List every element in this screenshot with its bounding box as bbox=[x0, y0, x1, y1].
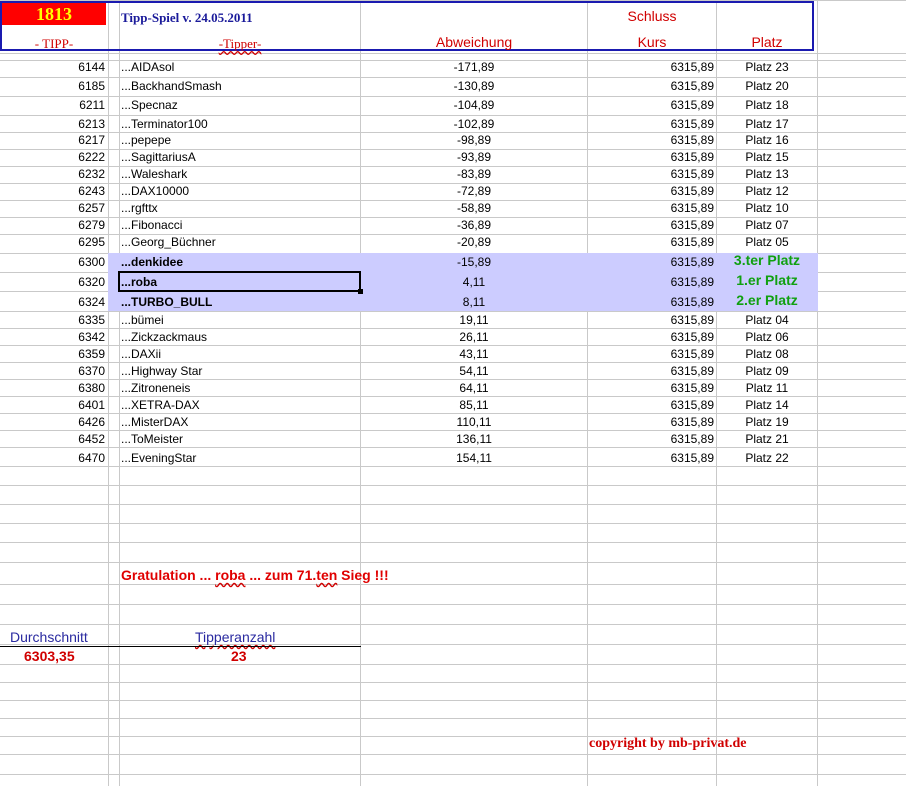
cell-kurs[interactable]: 6315,89 bbox=[670, 255, 714, 269]
cell-tipper[interactable]: ...TURBO_BULL bbox=[121, 295, 213, 309]
cell-tipp[interactable]: 6279 bbox=[78, 218, 105, 232]
cell-platz[interactable]: Platz 11 bbox=[745, 381, 789, 395]
cell-tipper[interactable]: ...Zitroneneis bbox=[121, 381, 191, 395]
cell-abweichung[interactable]: 19,11 bbox=[459, 313, 489, 327]
cell-tipper[interactable]: ...Terminator100 bbox=[121, 117, 208, 131]
summary-underline bbox=[0, 646, 361, 647]
cell-tipp[interactable]: 6380 bbox=[78, 381, 105, 395]
grid-row-line bbox=[0, 584, 906, 585]
cell-platz[interactable]: Platz 20 bbox=[745, 79, 789, 93]
cell-abweichung[interactable]: 4,11 bbox=[462, 275, 486, 289]
cell-tipp[interactable]: 6320 bbox=[78, 275, 105, 289]
cell-tipper[interactable]: ...rgfttx bbox=[121, 201, 158, 215]
cell-tipper[interactable]: ...AIDAsol bbox=[121, 60, 175, 74]
id-badge: 1813 bbox=[2, 3, 106, 25]
cell-tipper[interactable]: ...Highway Star bbox=[121, 364, 203, 378]
cell-kurs[interactable]: 6315,89 bbox=[670, 451, 714, 465]
cell-kurs[interactable]: 6315,89 bbox=[670, 184, 714, 198]
cell-tipper[interactable]: ...DAXii bbox=[121, 347, 162, 361]
sheet-title: Tipp-Spiel v. 24.05.2011 bbox=[121, 10, 253, 25]
active-cell-selection[interactable] bbox=[118, 271, 361, 292]
congratulation-text bbox=[121, 567, 389, 584]
cell-kurs[interactable]: 6315,89 bbox=[670, 398, 714, 412]
cell-tipp[interactable]: 6243 bbox=[78, 184, 105, 198]
cell-platz[interactable]: Platz 17 bbox=[745, 117, 789, 131]
grid-row-line bbox=[0, 542, 906, 543]
tipper-count-value: 23 bbox=[231, 648, 247, 664]
cell-abweichung[interactable]: 64,11 bbox=[459, 381, 489, 395]
cell-tipper[interactable]: ...roba bbox=[121, 275, 158, 289]
grid-row-line bbox=[0, 754, 906, 755]
grid-column-line bbox=[360, 0, 361, 786]
cell-tipper[interactable]: ...EveningStar bbox=[121, 451, 197, 465]
cell-platz[interactable]: Platz 18 bbox=[745, 98, 789, 112]
grid-row-line bbox=[0, 624, 906, 625]
cell-platz[interactable]: Platz 08 bbox=[745, 347, 789, 361]
cell-abweichung[interactable]: -83,89 bbox=[456, 167, 492, 181]
column-header-tipper bbox=[120, 35, 360, 52]
cell-abweichung[interactable]: 85,11 bbox=[459, 398, 489, 412]
average-label: Durchschnitt bbox=[10, 629, 88, 645]
grid-row-line bbox=[0, 485, 906, 486]
column-header-schluss: Schluss bbox=[627, 8, 677, 24]
cell-tipp[interactable]: 6222 bbox=[78, 150, 105, 164]
grid-row-line bbox=[0, 718, 906, 719]
grid-column-line bbox=[716, 0, 717, 786]
grid-column-line bbox=[108, 0, 109, 786]
cell-platz[interactable]: Platz 05 bbox=[745, 235, 789, 249]
column-header-tipp: - TIPP- bbox=[34, 36, 74, 51]
grid-row-line bbox=[0, 682, 906, 683]
grid-column-line bbox=[817, 0, 818, 786]
cell-tipp[interactable]: 6335 bbox=[78, 313, 105, 327]
cell-abweichung[interactable]: 26,11 bbox=[459, 330, 489, 344]
grid-row-line bbox=[0, 523, 906, 524]
cell-platz[interactable]: Platz 04 bbox=[745, 313, 789, 327]
cell-abweichung[interactable]: 43,11 bbox=[459, 347, 489, 361]
cell-kurs[interactable]: 6315,89 bbox=[670, 432, 714, 446]
cell-tipper[interactable]: ...BackhandSmash bbox=[121, 79, 222, 93]
cell-tipp[interactable]: 6470 bbox=[78, 451, 105, 465]
cell-platz[interactable]: Platz 16 bbox=[745, 133, 789, 147]
cell-tipp[interactable]: 6426 bbox=[78, 415, 105, 429]
cell-tipp[interactable]: 6401 bbox=[78, 398, 105, 412]
cell-kurs[interactable]: 6315,89 bbox=[670, 235, 714, 249]
cell-platz[interactable]: Platz 19 bbox=[745, 415, 789, 429]
grid-row-line bbox=[0, 736, 906, 737]
cell-abweichung[interactable]: -98,89 bbox=[456, 133, 492, 147]
cell-tipper[interactable]: ...Georg_Büchner bbox=[121, 235, 216, 249]
cell-tipp[interactable]: 6452 bbox=[78, 432, 105, 446]
cell-tipp[interactable]: 6324 bbox=[78, 295, 105, 309]
grid-row-line bbox=[0, 700, 906, 701]
cell-abweichung[interactable]: -171,89 bbox=[453, 60, 495, 74]
cell-abweichung[interactable]: -72,89 bbox=[456, 184, 492, 198]
cell-kurs[interactable]: 6315,89 bbox=[670, 218, 714, 232]
cell-abweichung[interactable]: -130,89 bbox=[453, 79, 495, 93]
cell-abweichung[interactable]: -15,89 bbox=[456, 255, 492, 269]
cell-abweichung[interactable]: 110,11 bbox=[456, 415, 492, 429]
cell-tipper[interactable]: ...XETRA-DAX bbox=[121, 398, 200, 412]
cell-kurs[interactable]: 6315,89 bbox=[670, 295, 714, 309]
cell-tipp[interactable]: 6359 bbox=[78, 347, 105, 361]
cell-tipper[interactable]: ...DAX10000 bbox=[121, 184, 190, 198]
cell-tipper[interactable]: ...SagittariusA bbox=[121, 150, 196, 164]
cell-tipp[interactable]: 6300 bbox=[78, 255, 105, 269]
cell-platz[interactable]: Platz 06 bbox=[745, 330, 789, 344]
cell-tipp[interactable]: 6185 bbox=[78, 79, 105, 93]
cell-platz[interactable]: Platz 09 bbox=[745, 364, 789, 378]
congrats-suffix: Sieg !!! bbox=[337, 567, 389, 583]
cell-tipper[interactable]: ...pepepe bbox=[121, 133, 172, 147]
cell-kurs[interactable]: 6315,89 bbox=[670, 313, 714, 327]
cell-tipp[interactable]: 6217 bbox=[78, 133, 105, 147]
tipper-count-label-text: Tipperanzahl bbox=[195, 629, 276, 645]
cell-kurs[interactable]: 6315,89 bbox=[670, 381, 714, 395]
column-header-kurs: Kurs bbox=[637, 34, 667, 50]
congrats-ordinal: ten bbox=[316, 567, 338, 583]
cell-abweichung[interactable]: -20,89 bbox=[456, 235, 492, 249]
cell-tipp[interactable]: 6144 bbox=[78, 60, 105, 74]
cell-abweichung[interactable]: 136,11 bbox=[456, 432, 492, 446]
congrats-middle: ... zum 71. bbox=[245, 567, 317, 583]
cell-abweichung[interactable]: 154,11 bbox=[456, 451, 492, 465]
cell-kurs[interactable]: 6315,89 bbox=[670, 364, 714, 378]
congrats-prefix: Gratulation ... bbox=[121, 567, 216, 583]
cell-kurs[interactable]: 6315,89 bbox=[670, 60, 714, 74]
cell-platz[interactable]: 2.er Platz bbox=[736, 292, 798, 308]
cell-abweichung[interactable]: -93,89 bbox=[456, 150, 492, 164]
cell-tipp[interactable]: 6370 bbox=[78, 364, 105, 378]
cell-tipp[interactable]: 6211 bbox=[79, 98, 105, 112]
cell-tipper[interactable]: ...Fibonacci bbox=[121, 218, 183, 232]
cell-platz[interactable]: Platz 21 bbox=[745, 432, 789, 446]
grid-row-line bbox=[0, 774, 906, 775]
cell-kurs[interactable]: 6315,89 bbox=[670, 347, 714, 361]
cell-abweichung[interactable]: 8,11 bbox=[462, 295, 486, 309]
cell-kurs[interactable]: 6315,89 bbox=[670, 275, 714, 289]
cell-platz[interactable]: Platz 07 bbox=[745, 218, 789, 232]
cell-tipper[interactable]: ...denkidee bbox=[121, 255, 184, 269]
cell-abweichung[interactable]: 54,11 bbox=[459, 364, 489, 378]
cell-tipp[interactable]: 6342 bbox=[78, 330, 105, 344]
cell-kurs[interactable]: 6315,89 bbox=[670, 150, 714, 164]
cell-kurs[interactable]: 6315,89 bbox=[670, 98, 714, 112]
cell-tipper[interactable]: ...ToMeister bbox=[121, 432, 184, 446]
cell-tipp[interactable]: 6213 bbox=[78, 117, 105, 131]
fill-handle[interactable] bbox=[358, 289, 363, 294]
tipper-header-text: -Tipper- bbox=[218, 36, 262, 51]
grid-row-line bbox=[0, 562, 906, 563]
column-header-platz: Platz bbox=[751, 34, 783, 50]
copyright-text: copyright by mb-privat.de bbox=[589, 736, 747, 751]
average-value: 6303,35 bbox=[24, 648, 75, 664]
cell-platz[interactable]: 1.er Platz bbox=[736, 272, 798, 288]
grid-row-line bbox=[0, 604, 906, 605]
cell-abweichung[interactable]: -104,89 bbox=[453, 98, 495, 112]
cell-platz[interactable]: Platz 10 bbox=[745, 201, 789, 215]
cell-tipp[interactable]: 6295 bbox=[78, 235, 105, 249]
cell-platz[interactable]: Platz 23 bbox=[745, 60, 789, 74]
cell-kurs[interactable]: 6315,89 bbox=[670, 117, 714, 131]
cell-platz[interactable]: Platz 13 bbox=[745, 167, 789, 181]
cell-abweichung[interactable]: -58,89 bbox=[456, 201, 492, 215]
cell-tipp[interactable]: 6257 bbox=[78, 201, 105, 215]
cell-platz[interactable]: Platz 15 bbox=[745, 150, 789, 164]
tipper-count-label bbox=[195, 629, 275, 646]
cell-abweichung[interactable]: -102,89 bbox=[453, 117, 495, 131]
column-header-abweichung: Abweichung bbox=[435, 34, 513, 50]
cell-kurs[interactable]: 6315,89 bbox=[670, 167, 714, 181]
cell-platz[interactable]: Platz 22 bbox=[745, 451, 789, 465]
cell-platz[interactable]: Platz 12 bbox=[745, 184, 789, 198]
cell-kurs[interactable]: 6315,89 bbox=[670, 330, 714, 344]
cell-tipp[interactable]: 6232 bbox=[78, 167, 105, 181]
cell-kurs[interactable]: 6315,89 bbox=[670, 415, 714, 429]
cell-platz[interactable]: 3.ter Platz bbox=[733, 252, 801, 268]
cell-kurs[interactable]: 6315,89 bbox=[670, 79, 714, 93]
cell-tipper[interactable]: ...MisterDAX bbox=[121, 415, 189, 429]
cell-tipper[interactable]: ...Zickzackmaus bbox=[121, 330, 208, 344]
grid-row-line bbox=[0, 53, 906, 54]
cell-kurs[interactable]: 6315,89 bbox=[670, 133, 714, 147]
cell-tipper[interactable]: ...Waleshark bbox=[121, 167, 188, 181]
grid-row-line bbox=[0, 644, 906, 645]
grid-column-line bbox=[119, 0, 120, 786]
congrats-winner: roba bbox=[215, 567, 246, 583]
grid-row-line bbox=[0, 664, 906, 665]
cell-tipper[interactable]: ...bümei bbox=[121, 313, 164, 327]
cell-tipper[interactable]: ...Specnaz bbox=[121, 98, 178, 112]
cell-platz[interactable]: Platz 14 bbox=[745, 398, 789, 412]
cell-kurs[interactable]: 6315,89 bbox=[670, 201, 714, 215]
grid-row-line bbox=[0, 504, 906, 505]
cell-abweichung[interactable]: -36,89 bbox=[456, 218, 492, 232]
